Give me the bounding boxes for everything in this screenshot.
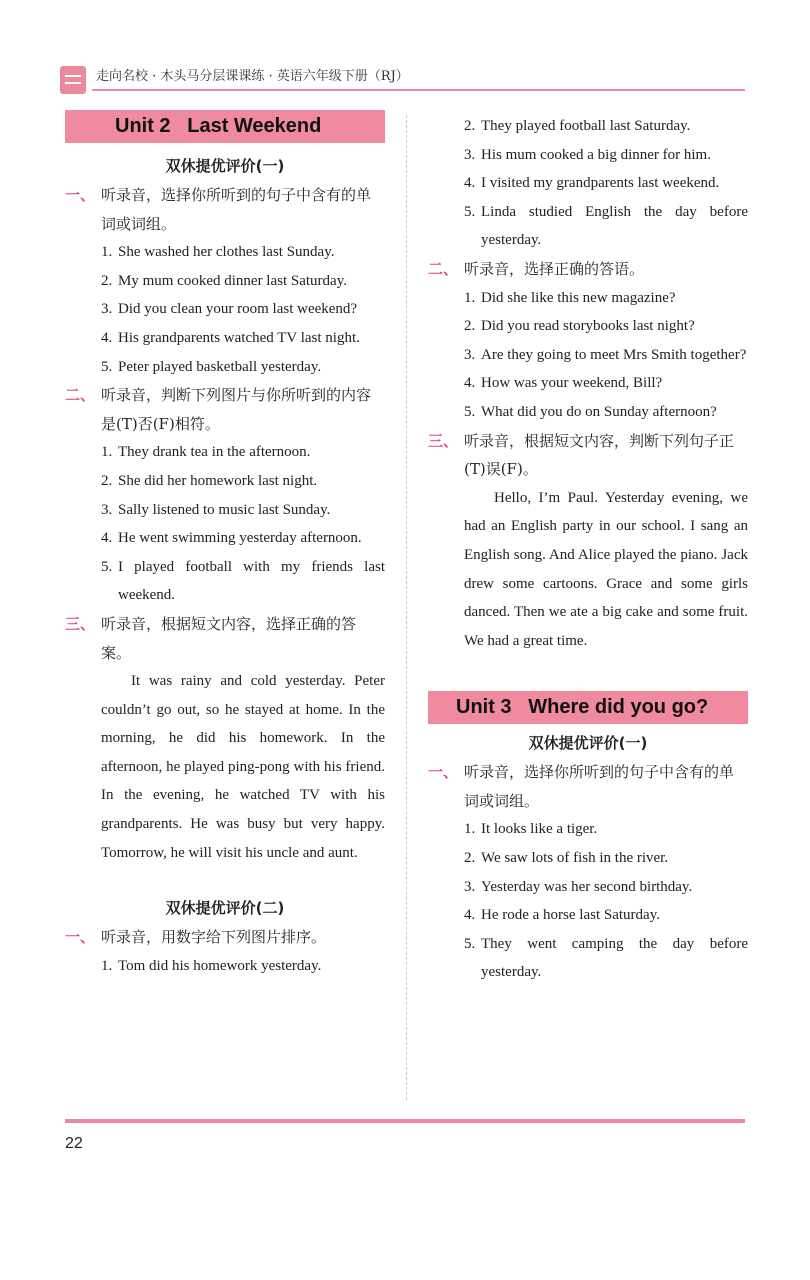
section-instruction: 听录音，选择你所听到的句子中含有的单词或词组。 <box>464 763 735 810</box>
passage: Hello, I’m Paul. Yesterday evening, we had an English party in our school. I sang an English song. And Alice played the piano. Jack drew some cartoons. Grace and some girls danced. Then we ate a big cake and some fruit. We had a great time. <box>464 489 748 649</box>
section-number: 一、 <box>65 186 96 204</box>
footer-rule <box>65 1119 745 1123</box>
item-text: It looks like a tiger. <box>481 821 598 838</box>
item-number: 2. <box>464 318 476 335</box>
right-column <box>428 112 748 987</box>
unit3-banner: Unit 3 Where did you go? <box>428 691 748 724</box>
section-instruction: 听录音，根据短文内容，选择正确的答案。 <box>101 614 357 662</box>
item-number: 4. <box>464 175 476 192</box>
item-text: Sally listened to music last Sunday. <box>118 501 331 518</box>
item-text: She did her homework last night. <box>118 472 318 489</box>
list-item <box>65 524 385 553</box>
section-heading <box>65 181 385 238</box>
book-logo-icon <box>60 66 86 94</box>
item-number: 5. <box>464 403 476 420</box>
item-number: 3. <box>464 146 476 163</box>
left-column <box>65 110 385 980</box>
section-heading <box>65 381 385 438</box>
list-item <box>65 496 385 525</box>
item-number: 3. <box>464 878 476 895</box>
page-number: 22 <box>65 1135 83 1152</box>
section-instruction: 听录音，选择正确的答语。 <box>464 259 645 278</box>
section-heading <box>428 758 748 815</box>
list-item <box>428 169 748 198</box>
item-text: Did you clean your room last weekend? <box>118 301 358 318</box>
section-number: 二、 <box>428 259 459 278</box>
item-text: They went camping the day before yesterday. <box>481 935 748 981</box>
part1-subtitle: 双休提优评价(一) <box>165 157 285 175</box>
list-item <box>65 438 385 467</box>
item-text: Linda studied English the day before yesterday. <box>481 203 748 249</box>
item-text: I visited my grandparents last weekend. <box>481 175 720 192</box>
section-number: 三、 <box>428 431 459 450</box>
section-instruction: 听录音，选择你所听到的句子中含有的单词或词组。 <box>101 186 372 233</box>
item-number: 1. <box>101 957 113 974</box>
section-instruction: 听录音，用数字给下列图片排序。 <box>101 928 327 947</box>
list-item <box>428 284 748 313</box>
item-number: 5. <box>101 558 113 575</box>
item-text: He rode a horse last Saturday. <box>481 907 660 924</box>
section-heading <box>428 255 748 284</box>
list-item <box>428 844 748 873</box>
item-number: 2. <box>101 272 113 289</box>
header-title: 走向名校 · 木头马分层课课练 · 英语六年级下册（RJ） <box>96 69 409 84</box>
list-item <box>428 930 748 987</box>
list-item <box>428 141 748 170</box>
item-text: They drank tea in the afternoon. <box>118 444 311 461</box>
item-number: 5. <box>464 203 476 220</box>
item-text: I played football with my friends last weekend. <box>118 558 385 604</box>
section-number: 二、 <box>65 386 96 405</box>
list-item <box>65 553 385 610</box>
section-heading <box>65 923 385 952</box>
section-instruction: 听录音，根据短文内容，判断下列句子正(T)误(F)。 <box>464 431 735 479</box>
item-text: Are they going to meet Mrs Smith together? <box>481 346 747 363</box>
item-number: 2. <box>101 472 113 489</box>
part2-subtitle: 双休提优评价(二) <box>165 899 285 918</box>
list-item <box>65 353 385 382</box>
column-divider <box>406 115 407 1100</box>
list-item <box>428 198 748 255</box>
list-item <box>65 952 385 981</box>
page-header <box>60 60 745 94</box>
item-number: 2. <box>464 118 476 134</box>
item-number: 4. <box>464 907 476 924</box>
item-text: Tom did his homework yesterday. <box>118 957 322 974</box>
list-item <box>428 901 748 930</box>
section-heading <box>428 427 748 484</box>
item-number: 1. <box>101 444 113 461</box>
item-text: He went swimming yesterday afternoon. <box>118 530 362 547</box>
list-item <box>428 815 748 844</box>
item-number: 3. <box>464 346 476 363</box>
item-number: 5. <box>464 935 476 952</box>
item-text: His mum cooked a big dinner for him. <box>481 146 711 163</box>
item-text: My mum cooked dinner last Saturday. <box>118 272 347 289</box>
item-number: 1. <box>101 244 113 261</box>
list-item <box>428 369 748 398</box>
item-text: We saw lots of fish in the river. <box>481 850 669 867</box>
section-number: 一、 <box>65 928 96 947</box>
list-item <box>428 112 748 141</box>
item-number: 1. <box>464 821 476 838</box>
item-text: Peter played basketball yesterday. <box>118 358 322 375</box>
list-item <box>428 312 748 341</box>
list-item <box>428 341 748 370</box>
item-number: 1. <box>464 289 476 306</box>
item-text: How was your weekend, Bill? <box>481 375 663 392</box>
item-number: 5. <box>101 358 113 375</box>
section-number: 三、 <box>65 614 96 633</box>
item-number: 4. <box>101 329 113 346</box>
item-text: She washed her clothes last Sunday. <box>118 244 335 261</box>
list-item <box>65 238 385 267</box>
unit2-banner: Unit 2 Last Weekend <box>65 110 385 143</box>
passage: It was rainy and cold yesterday. Peter couldn’t go out, so he stayed at home. In the morning, he did his homework. In the afternoon, he played ping-pong with his friend. In the evening, he watched TV with his grandparents. He was busy but very happy. Tomorrow, he will visit his uncle and aunt. <box>101 673 385 861</box>
list-item <box>65 267 385 296</box>
section-heading <box>65 610 385 667</box>
item-text: Did you read storybooks last night? <box>481 318 695 335</box>
item-text: Did she like this new magazine? <box>481 289 676 306</box>
list-item <box>428 873 748 902</box>
list-item <box>65 324 385 353</box>
header-rule <box>92 89 745 91</box>
list-item <box>428 398 748 427</box>
item-number: 4. <box>101 530 113 547</box>
list-item <box>65 295 385 324</box>
item-text: His grandparents watched TV last night. <box>118 329 360 346</box>
section-number: 一、 <box>428 763 459 782</box>
item-number: 3. <box>101 301 113 318</box>
item-text: What did you do on Sunday afternoon? <box>481 403 717 420</box>
item-number: 2. <box>464 850 476 867</box>
item-number: 4. <box>464 375 476 392</box>
unit3-subtitle: 双休提优评价(一) <box>528 734 648 753</box>
item-text: They played football last Saturday. <box>481 118 691 134</box>
list-item <box>65 467 385 496</box>
section-instruction: 听录音，判断下列图片与你所听到的内容是(T)否(F)相符。 <box>101 386 372 433</box>
item-text: Yesterday was her second birthday. <box>481 878 693 895</box>
item-number: 3. <box>101 501 113 518</box>
